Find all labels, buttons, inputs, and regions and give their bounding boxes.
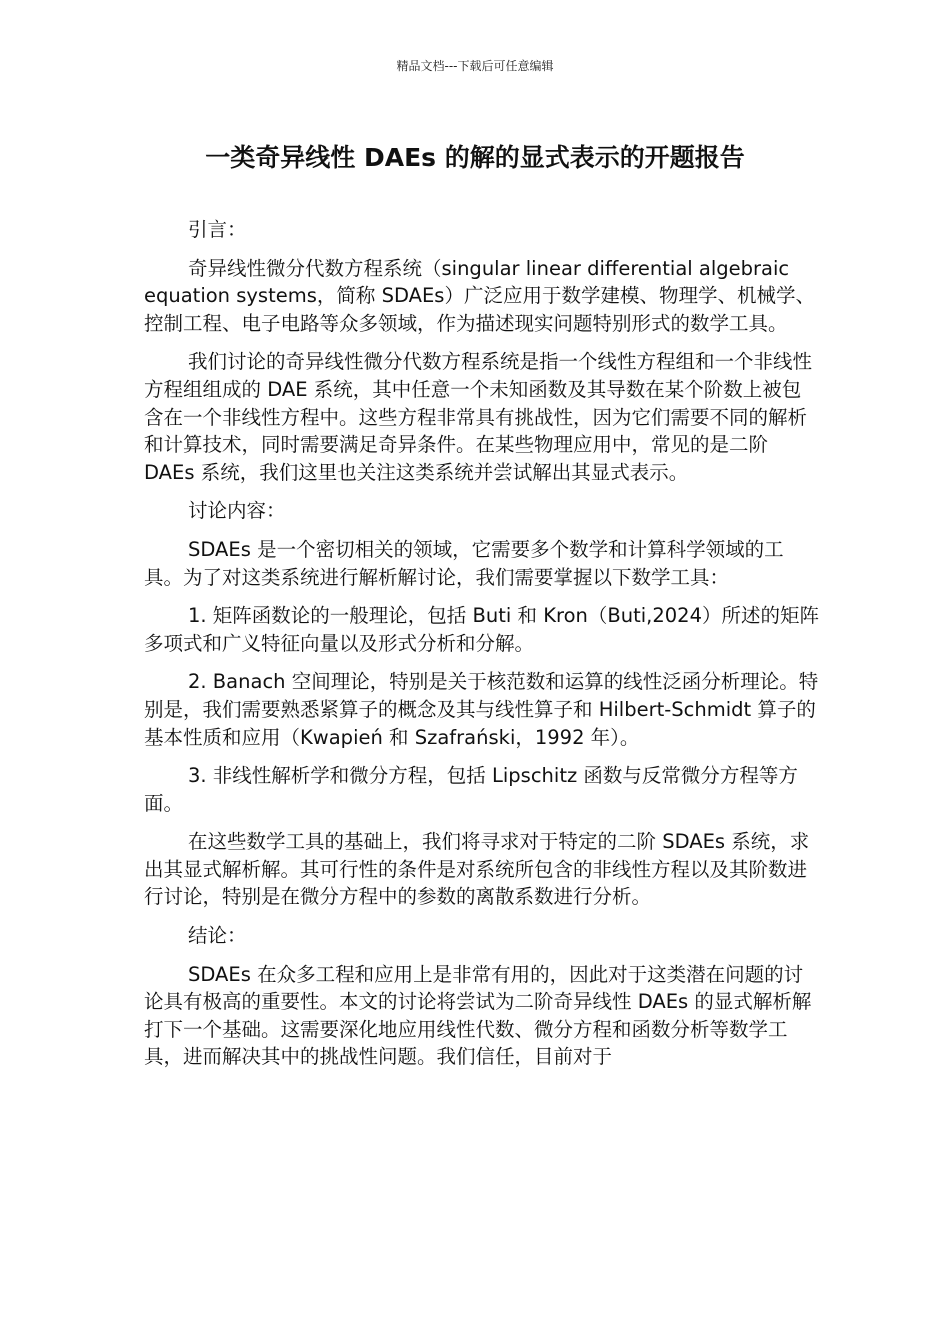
page-header-note: 精品文档---下载后可任意编辑 — [396, 59, 554, 73]
paragraph-discussion-tools: SDAEs 是一个密切相关的领域，它需要多个数学和计算科学领域的工具。为了对这类系统进行解析解讨论，我们需要掌握以下数学工具： — [144, 537, 784, 589]
paragraph-conclusion: SDAEs 在众多工程和应用上是非常有用的，因此对于这类潜在问题的讨论具有极高的重要性。本文的讨论将尝试为二阶奇异线性 DAEs 的显式解析解打下一个基础。这需要深化地应用线性代数、微分方程和函数分析等数学工具，进而解决其中的挑战性问题。我们信任，目前对于 — [144, 962, 812, 1069]
list-item-nonlinear-analysis: 3. 非线性解析学和微分方程，包括 Lipschitz 函数与反常微分方程等方面。 — [144, 764, 798, 815]
document-title: 一类奇异线性 DAEs 的解的显式表示的开题报告 — [205, 143, 745, 172]
document-body — [144, 216, 819, 1082]
list-item-banach-space-theory: 2. Banach 空间理论，特别是关于核范数和运算的线性泛函分析理论。特别是，我们需要熟悉紧算子的概念及其与线性算子和 Hilbert-Schmidt 算子的基本性质和应用（Kwapień 和 Szafrański，1992 年）。 — [144, 670, 819, 749]
list-item-matrix-function-theory: 1. 矩阵函数论的一般理论，包括 Buti 和 Kron（Buti,2024）所述的矩阵多项式和广义特征向量以及形式分析和分解。 — [144, 604, 819, 655]
paragraph-intro-definition: 奇异线性微分代数方程系统（singular linear differential algebraic equation systems，简称 SDAEs）广泛应用于数学建模、物理学、机械学、控制工程、电子电路等众多领域，作为描述现实问题特别形式的数学工具。 — [144, 256, 815, 335]
section-heading-discussion: 讨论内容： — [188, 499, 286, 523]
section-heading-introduction: 引言： — [188, 218, 247, 241]
section-heading-conclusion: 结论： — [188, 924, 247, 948]
paragraph-discussion-goal: 在这些数学工具的基础上，我们将寻求对于特定的二阶 SDAEs 系统，求出其显式解析解。其可行性的条件是对系统所包含的非线性方程以及其阶数进行讨论，特别是在微分方程中的参数的离散系数进行分析。 — [144, 830, 810, 909]
paragraph-intro-scope: 我们讨论的奇异线性微分代数方程系统是指一个线性方程组和一个非线性方程组组成的 DAE 系统，其中任意一个未知函数及其导数在某个阶数上被包含在一个非线性方程中。这些方程非常具有挑战性，因为它们需要不同的解析和计算技术，同时需要满足奇异条件。在某些物理应用中，常见的是二阶 DAEs 系统，我们这里也关注这类系统并尝试解出其显式表示。 — [144, 350, 813, 484]
